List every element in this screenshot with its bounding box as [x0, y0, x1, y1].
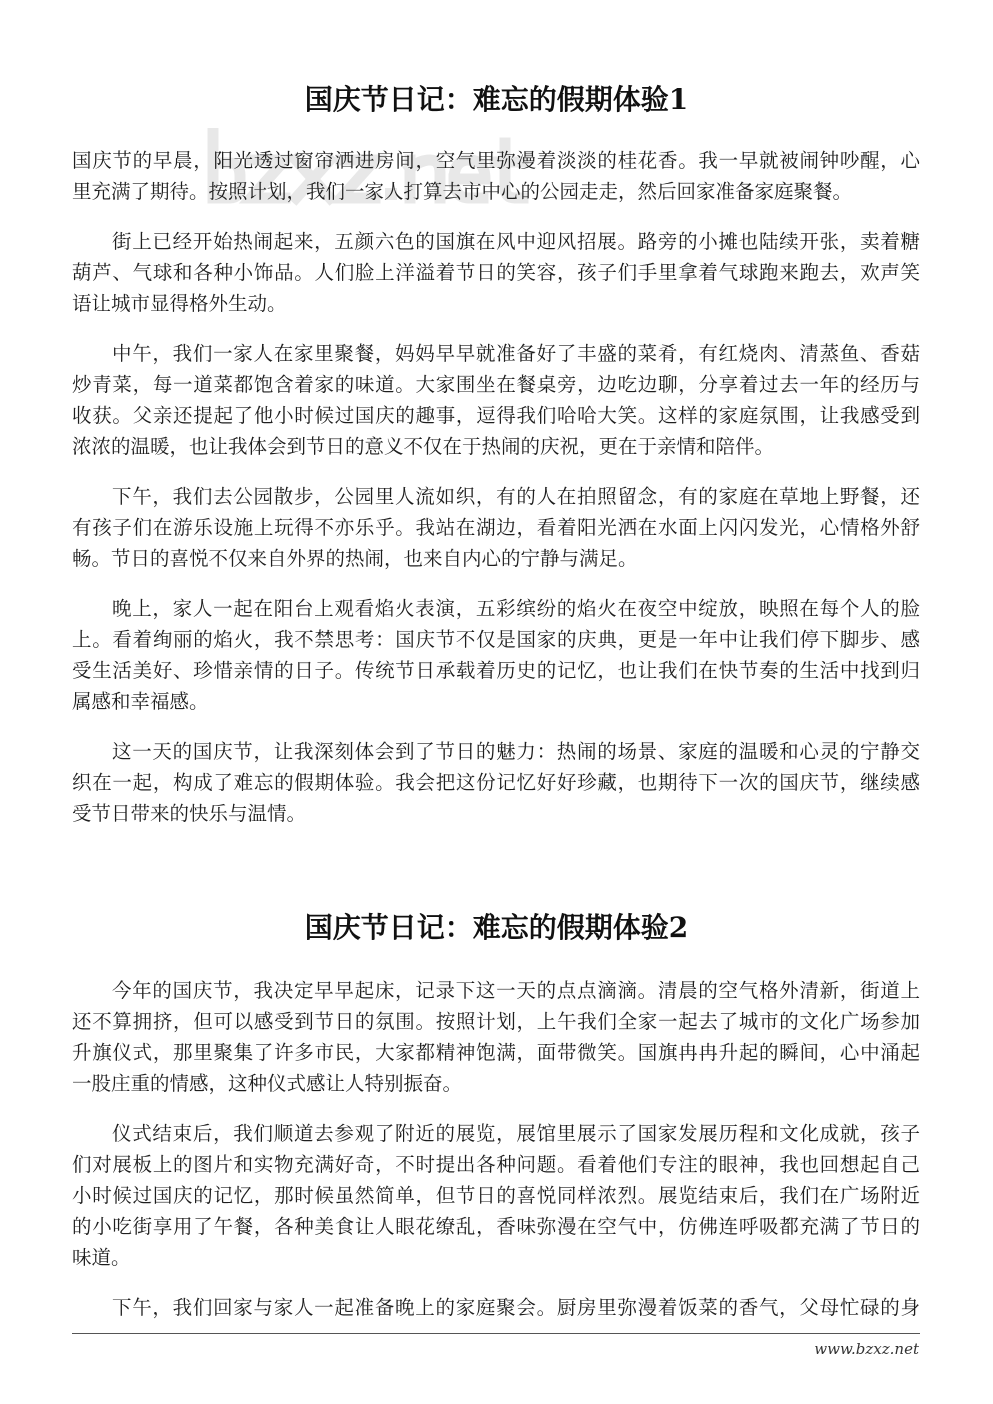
text-line: 织在一起，构成了难忘的假期体验。我会把这份记忆好好珍藏，也期待下一次的国庆节，继续感 — [72, 771, 920, 794]
text-line: 下午，我们去公园散步，公园里人流如织，有的人在拍照留念，有的家庭在草地上野餐，还 — [112, 485, 920, 508]
text-line: 街上已经开始热闹起来，五颜六色的国旗在风中迎风招展。路旁的小摊也陆续开张，卖着糖 — [112, 230, 920, 253]
text-line: 仪式结束后，我们顺道去参观了附近的展览，展馆里展示了国家发展历程和文化成就，孩子 — [112, 1122, 920, 1145]
text-line: 升旗仪式，那里聚集了许多市民，大家都精神饱满，面带微笑。国旗冉冉升起的瞬间，心中涌起 — [72, 1041, 920, 1064]
text-line: 浓浓的温暖，也让我体会到节日的意义不仅在于热闹的庆祝，更在于亲情和陪伴。 — [72, 435, 775, 458]
article-1-body — [72, 145, 920, 848]
text-line: 中午，我们一家人在家里聚餐，妈妈早早就准备好了丰盛的菜肴，有红烧肉、清蒸鱼、香菇 — [112, 342, 920, 365]
text-line: 晚上，家人一起在阳台上观看焰火表演，五彩缤纷的焰火在夜空中绽放，映照在每个人的脸 — [112, 597, 920, 620]
article-1-title: 国庆节日记：难忘的假期体验1 — [304, 83, 689, 116]
paragraph — [72, 1292, 920, 1323]
text-line: 里充满了期待。按照计划，我们一家人打算去市中心的公园走走，然后回家准备家庭聚餐。 — [72, 180, 853, 203]
text-line: 还不算拥挤，但可以感受到节日的氛围。按照计划，上午我们全家一起去了城市的文化广场参加 — [72, 1010, 920, 1033]
article-2-body — [72, 975, 920, 1342]
text-line: 葫芦、气球和各种小饰品。人们脸上洋溢着节日的笑容，孩子们手里拿着气球跑来跑去，欢声笑 — [72, 261, 920, 284]
text-line: 语让城市显得格外生动。 — [72, 292, 287, 315]
article-2-title: 国庆节日记：难忘的假期体验2 — [304, 911, 689, 944]
footer-site-link[interactable]: www.bzxz.net — [814, 1340, 919, 1358]
text-line: 们对展板上的图片和实物充满好奇，不时提出各种问题。看着他们专注的眼神，我也回想起自己 — [72, 1153, 920, 1176]
text-line: 一股庄重的情感，这种仪式感让人特别振奋。 — [72, 1072, 463, 1095]
text-line: 下午，我们回家与家人一起准备晚上的家庭聚会。厨房里弥漫着饭菜的香气，父母忙碌的身 — [112, 1296, 920, 1319]
paragraph — [72, 145, 920, 207]
text-line: 畅。节日的喜悦不仅来自外界的热闹，也来自内心的宁静与满足。 — [72, 547, 638, 570]
text-line: 收获。父亲还提起了他小时候过国庆的趣事，逗得我们哈哈大笑。这样的家庭氛围，让我感受到 — [72, 404, 920, 427]
paragraph — [72, 1118, 920, 1273]
paragraph — [72, 226, 920, 319]
text-line: 炒青菜，每一道菜都饱含着家的味道。大家围坐在餐桌旁，边吃边聊，分享着过去一年的经历与 — [72, 373, 920, 396]
text-line: 受生活美好、珍惜亲情的日子。传统节日承载着历史的记忆，也让我们在快节奏的生活中找到归 — [72, 659, 920, 682]
text-line: 有孩子们在游乐设施上玩得不亦乐乎。我站在湖边，看着阳光洒在水面上闪闪发光，心情格外舒 — [72, 516, 920, 539]
paragraph — [72, 481, 920, 574]
text-line: 今年的国庆节，我决定早早起床，记录下这一天的点点滴滴。清晨的空气格外清新，街道上 — [112, 979, 920, 1002]
text-line: 上。看着绚丽的焰火，我不禁思考：国庆节不仅是国家的庆典，更是一年中让我们停下脚步、感 — [72, 628, 920, 651]
paragraph — [72, 593, 920, 717]
text-line: 受节日带来的快乐与温情。 — [72, 802, 307, 825]
text-line: 这一天的国庆节，让我深刻体会到了节日的魅力：热闹的场景、家庭的温暖和心灵的宁静交 — [112, 740, 920, 763]
text-line: 属感和幸福感。 — [72, 690, 209, 713]
paragraph — [72, 338, 920, 462]
text-line: 小时候过国庆的记忆，那时候虽然简单，但节日的喜悦同样浓烈。展览结束后，我们在广场附近 — [72, 1184, 920, 1207]
text-line: 的小吃街享用了午餐，各种美食让人眼花缭乱，香味弥漫在空气中，仿佛连呼吸都充满了节日的 — [72, 1215, 920, 1238]
text-line: 味道。 — [72, 1246, 131, 1269]
paragraph — [72, 975, 920, 1099]
paragraph — [72, 736, 920, 829]
text-line: 国庆节的早晨，阳光透过窗帘洒进房间，空气里弥漫着淡淡的桂花香。我一早就被闹钟吵醒，心 — [72, 149, 920, 172]
